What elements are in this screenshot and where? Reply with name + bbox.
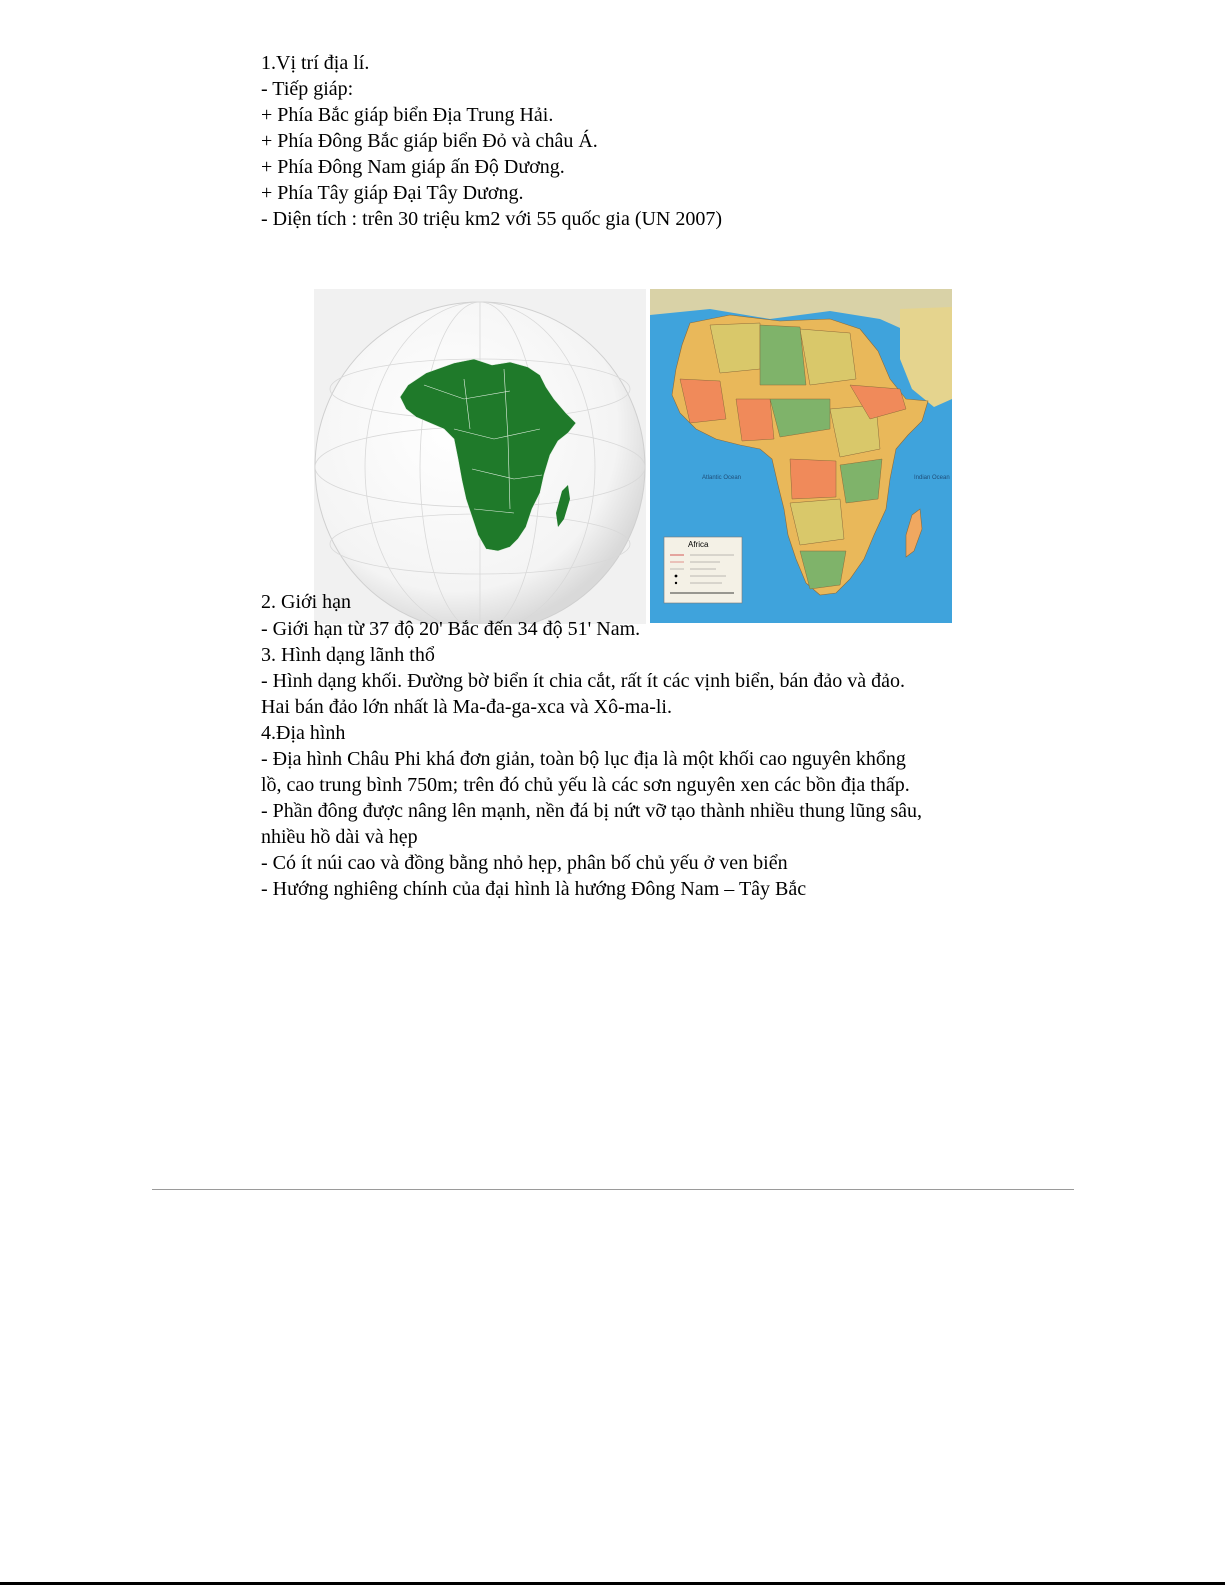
heading-shape: 3. Hình dạng lãnh thổ — [261, 644, 435, 666]
map-legend — [664, 537, 742, 603]
map-label-atlantic: Atlantic Ocean — [702, 475, 742, 481]
text-shape-1: - Hình dạng khối. Đường bờ biển ít chia cắt, rất ít các vịnh biển, bán đảo và đảo. — [261, 670, 906, 692]
heading-location: 1.Vị trí địa lí. — [261, 52, 370, 74]
map-legend-title: Africa — [688, 540, 709, 549]
text-terrain-4: nhiều hồ dài và hẹp — [261, 826, 418, 848]
text-border-southeast: + Phía Đông Nam giáp ấn Độ Dương. — [261, 156, 565, 178]
globe-image — [314, 289, 646, 624]
text-border-west: + Phía Tây giáp Đại Tây Dương. — [261, 182, 524, 204]
text-terrain-3: - Phần đông được nâng lên mạnh, nền đá bị nứt vỡ tạo thành nhiều thung lũng sâu, — [261, 800, 923, 822]
political-map-image — [650, 289, 952, 623]
figures-row — [314, 289, 954, 624]
text-terrain-1: - Địa hình Châu Phi khá đơn giản, toàn bộ lục địa là một khối cao nguyên khổng — [261, 748, 906, 770]
text-terrain-2: lồ, cao trung bình 750m; trên đó chủ yếu là các sơn nguyên xen các bồn địa thấp. — [261, 774, 910, 796]
map-label-indian: Indian Ocean — [914, 475, 950, 481]
text-border-north: + Phía Bắc giáp biển Địa Trung Hải. — [261, 104, 554, 126]
text-border-northeast: + Phía Đông Bắc giáp biển Đỏ và châu Á. — [261, 130, 598, 152]
text-shape-2: Hai bán đảo lớn nhất là Ma-đa-ga-xca và Xô-ma-li. — [261, 696, 672, 718]
text-latitude-limits: - Giới hạn từ 37 độ 20' Bắc đến 34 độ 51' Nam. — [261, 618, 641, 640]
heading-terrain: 4.Địa hình — [261, 722, 346, 744]
text-borders-intro: - Tiếp giáp: — [261, 78, 354, 100]
page-divider — [152, 1189, 1074, 1190]
text-terrain-6: - Hướng nghiêng chính của đại hình là hướng Đông Nam – Tây Bắc — [261, 878, 807, 900]
text-terrain-5: - Có ít núi cao và đồng bằng nhỏ hẹp, phân bố chủ yếu ở ven biển — [261, 852, 788, 874]
text-area: - Diện tích : trên 30 triệu km2 với 55 quốc gia (UN 2007) — [261, 208, 723, 230]
heading-limits: 2. Giới hạn — [261, 591, 352, 613]
